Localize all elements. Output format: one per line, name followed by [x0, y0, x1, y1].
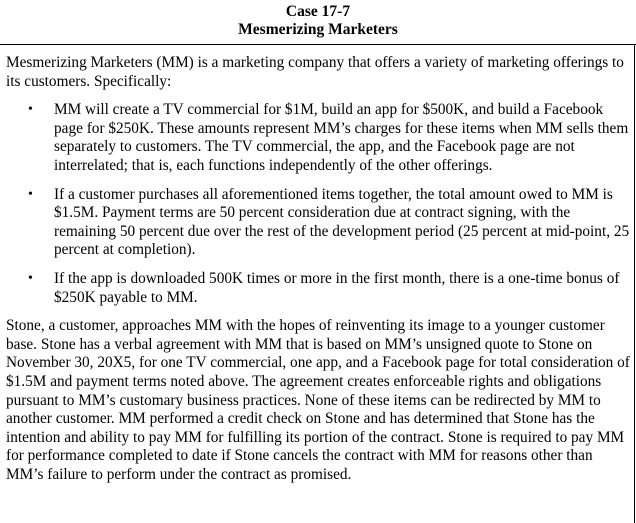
closing-paragraph: Stone, a customer, approaches MM with the hopes of reinventing its image to a younger customer base. Stone has a verbal agreement with MM that is based on MM’s unsigned quote to Stone on November 30, 20X5, for one TV commercial, one app, and a Facebook page for total consideration of $1.5M and payment terms noted above. The agreement creates enforceable rights and obligations pursuant to MM’s customary business practices. None of these items can be redirected by MM to another customer. MM performed a credit check on Stone and has determined that Stone has the intention and ability to pay MM for fulfilling its portion of the contract. Stone is required to pay MM for performance completed to date if Stone cancels the contract with MM for reasons other than MM’s failure to perform under the contract as promised. [6, 317, 630, 483]
case-number: Case 17-7 [285, 3, 351, 20]
bullet-icon: • [28, 186, 33, 202]
frame-border-right [634, 44, 635, 523]
case-body [6, 54, 630, 484]
list-item [6, 186, 630, 260]
bullet-icon: • [28, 270, 33, 286]
list-item [6, 101, 630, 175]
case-title: Mesmerizing Marketers [238, 21, 398, 38]
offerings-list [6, 101, 630, 307]
intro-paragraph: Mesmerizing Marketers (MM) is a marketing company that offers a variety of marketing offerings to its customers. Specifically: [6, 54, 624, 90]
header-divider [0, 44, 636, 45]
case-header [0, 0, 636, 44]
bullet-icon: • [28, 102, 33, 118]
list-item-text: MM will create a TV commercial for $1M, build an app for $500K, and build a Facebook page for $250K. These amounts represent MM’s charges for these items when MM sells them separately to customers. The TV commercial, the app, and the Facebook page are not interrelated; that is, each functions independently of the other offerings. [54, 101, 629, 174]
list-item-text: If the app is downloaded 500K times or more in the first month, there is a one-time bonus of $250K payable to MM. [54, 269, 620, 306]
list-item-text: If a customer purchases all aforementioned items together, the total amount owed to MM is $1.5M. Payment terms are 50 percent consideration due at contract signing, with the remaining 50 percent due over the rest of the development period (25 percent at mid-point, 25 percent at completion). [54, 185, 630, 259]
list-item [6, 270, 630, 307]
